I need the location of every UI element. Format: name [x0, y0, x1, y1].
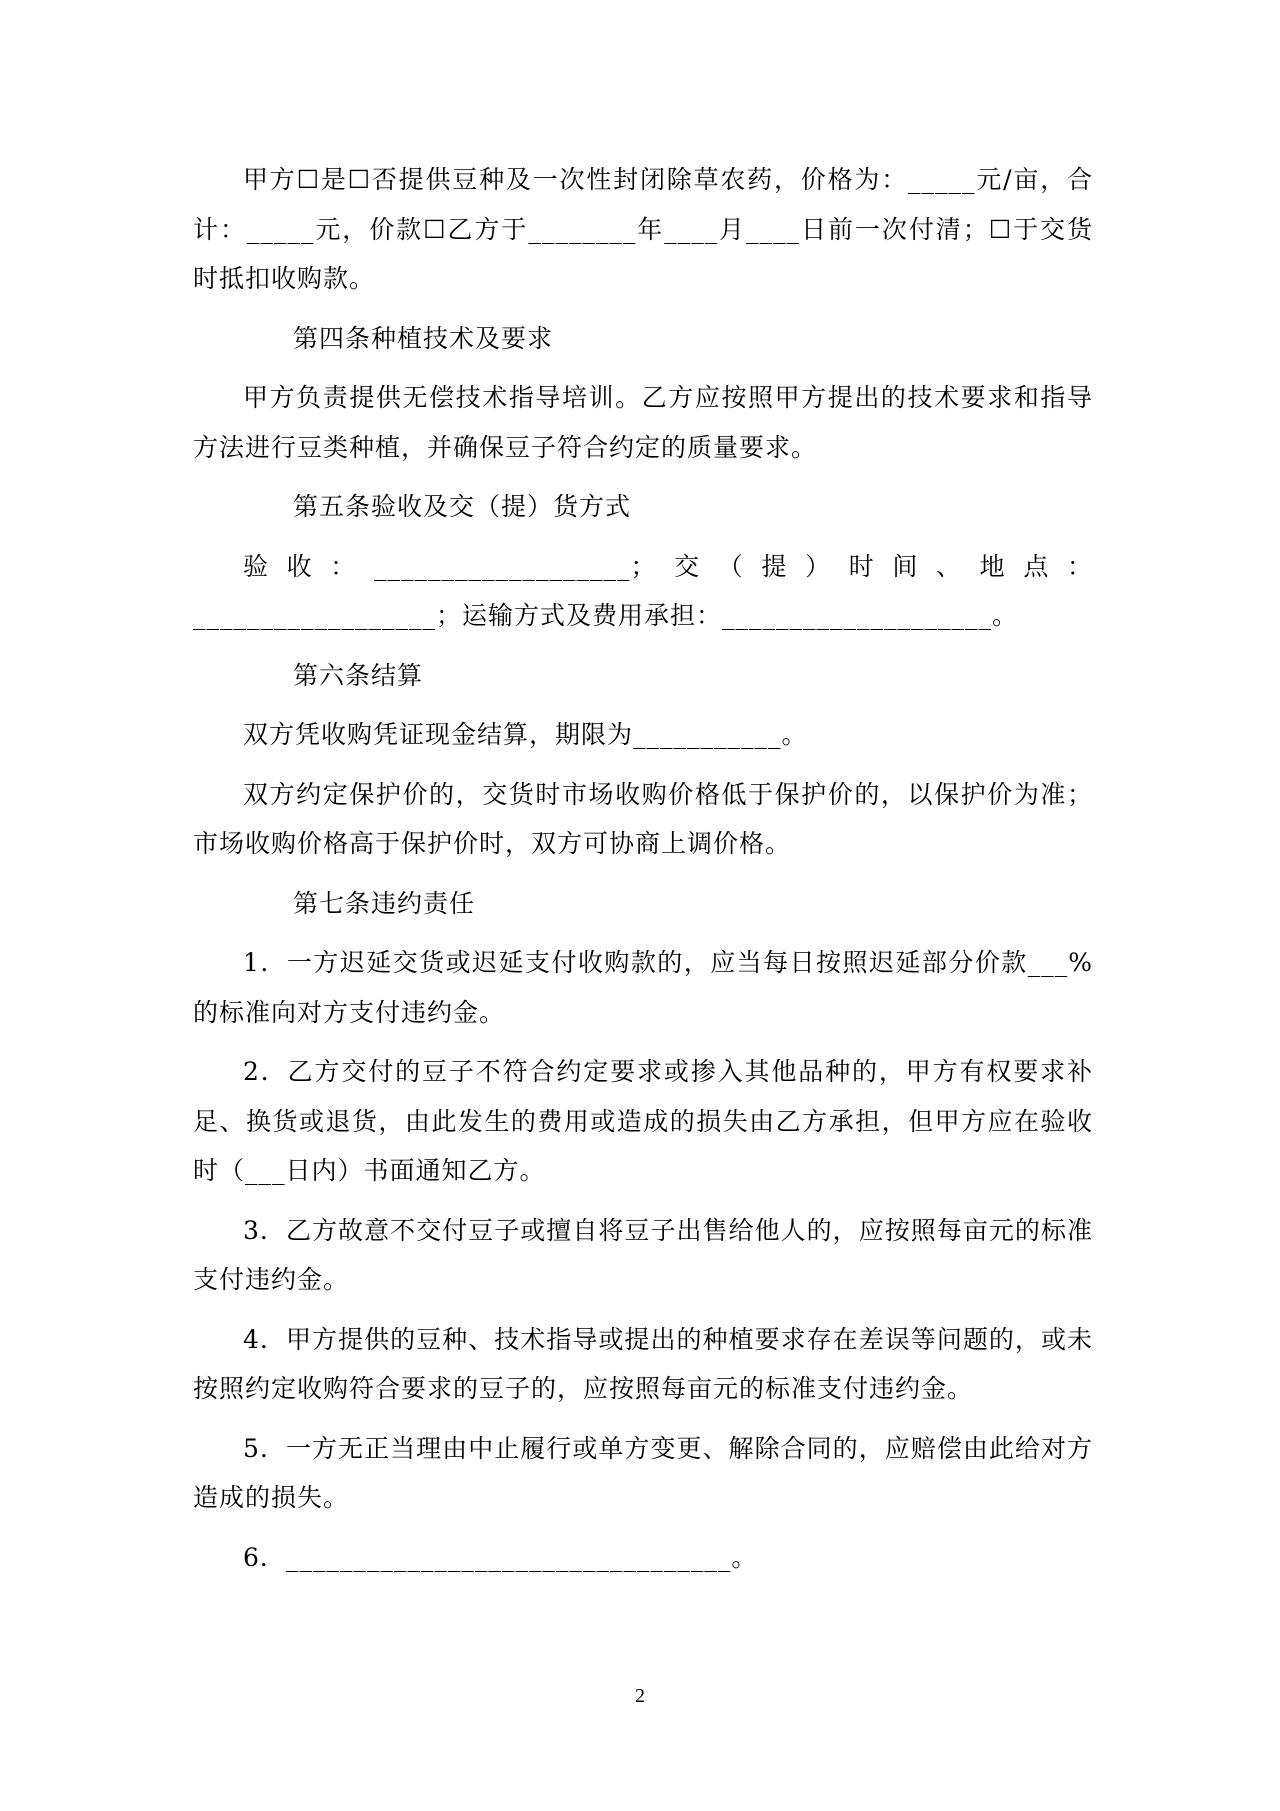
section-title: 验收及交（提）货方式 — [371, 492, 632, 521]
clause-item: 4．甲方提供的豆种、技术指导或提出的种植要求存在差误等问题的，或未按照约定收购符合要求的豆子的，应按照每亩元的标准支付违约金。 — [193, 1324, 1093, 1403]
section-heading — [193, 314, 1093, 364]
section-title: 违约责任 — [371, 888, 476, 918]
clause-paragraph: 甲方负责提供无偿技术指导培训。乙方应按照甲方提出的技术要求和指导方法进行豆类种植，并确保豆子符合约定的质量要求。 — [193, 383, 1093, 462]
clause-paragraph: 验收：___________________；交（提）时间、地点：__________________；运输方式及费用承担：____________________。 — [193, 551, 1093, 630]
section-title: 结算 — [371, 660, 424, 690]
section-number: 第四条 — [293, 323, 372, 353]
clause-paragraph: 双方凭收购凭证现金结算，期限为___________。 — [243, 720, 808, 749]
clause-item: 1．一方迟延交货或迟延支付收购款的，应当每日按照迟延部分价款___%的标准向对方支付违约金。 — [193, 948, 1093, 1027]
clause-item: 3．乙方故意不交付豆子或擅自将豆子出售给他人的，应按照每亩元的标准支付违约金。 — [193, 1215, 1093, 1294]
clause-paragraph: 双方约定保护价的，交货时市场收购价格低于保护价的，以保护价为准；市场收购价格高于保护价时，双方可协商上调价格。 — [193, 779, 1093, 858]
page-number: 2 — [635, 1685, 645, 1707]
section-number: 第七条 — [293, 888, 372, 918]
clause-item: 6．_________________________________。 — [243, 1542, 758, 1572]
section-heading — [193, 651, 1093, 701]
section-heading — [193, 482, 1093, 532]
clause-item: 5．一方无正当理由中止履行或单方变更、解除合同的，应赔偿由此给对方造成的损失。 — [193, 1433, 1093, 1512]
contract-body — [193, 155, 1093, 1592]
section-number: 第五条 — [293, 492, 372, 521]
clause-item: 2．乙方交付的豆子不符合约定要求或掺入其他品种的，甲方有权要求补足、换货或退货，由此发生的费用或造成的损失由乙方承担，但甲方应在验收时（___日内）书面通知乙方。 — [193, 1057, 1093, 1185]
section-number: 第六条 — [293, 660, 372, 690]
section-title: 种植技术及要求 — [371, 323, 554, 353]
clause-paragraph: 甲方☐是☐否提供豆种及一次性封闭除草农药，价格为：_____元/亩，合计：_____元，价款☐乙方于________年____月____日前一次付清；☐于交货时抵扣收购款。 — [193, 165, 1093, 293]
section-heading — [193, 879, 1093, 929]
